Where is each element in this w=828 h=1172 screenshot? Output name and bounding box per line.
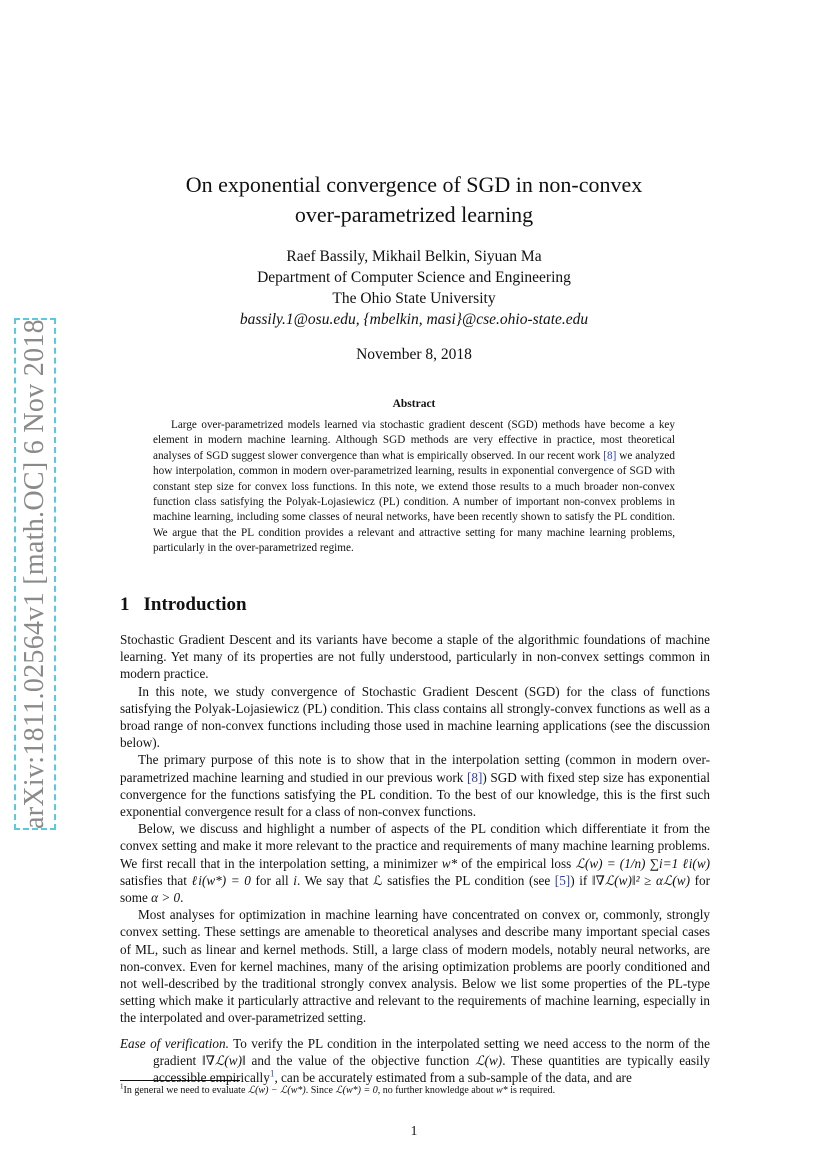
section-number: 1 bbox=[120, 594, 130, 615]
list-item: Ease of verification. To verify the PL condition in the interpolated setting we need access to the norm of the gradient ‖∇ℒ(w)‖ and the value of the objective function ℒ(w). These quantities are typically easily accessible empirically$^1$, can be accurately estimated from a sub-sample of the data, and are bbox=[120, 1035, 710, 1086]
paragraph: The primary purpose of this note is to show that in the interpolation setting (common in modern over-parametrized machine learning and studied in our previous work [8]) SGD with fixed step size has exponential convergence for the functions satisfying the PL condition. To the best of our knowledge, this is the first such exponential convergence result for a class of non-convex functions. bbox=[120, 752, 710, 820]
footnote: $^1$In general we need to evaluate ℒ(w) − ℒ(w*). Since ℒ(w*) = 0, no further knowledge about w* is required. bbox=[120, 1082, 556, 1096]
math-expression: ℒ(w) = (1/n) ∑i=1 ℓi(w) bbox=[575, 855, 711, 871]
math-expression: ‖∇ℒ(w)‖ bbox=[202, 1052, 246, 1068]
paragraph: Most analyses for optimization in machine learning have concentrated on convex or, commonly, strongly convex setting. These settings are amenable to theoretical analyses and describe many important special cases of ML, such as linear and kernel methods. Still, a large class of modern models, notably neural networks, are non-convex. Even for kernel machines, many of the arising optimization problems are poorly conditioned and not well-described by the traditional strongly convex analysis. Below we list some properties of the PL-type setting which make it particularly attractive and relevant to the requirements of machine learning, especially in the interpolated and over-parametrized setting. bbox=[120, 907, 710, 1026]
math-expression: ℒ(w*) = 0 bbox=[335, 1085, 378, 1096]
math-expression: α > 0 bbox=[151, 890, 181, 906]
section-heading bbox=[120, 594, 247, 616]
math-expression: ℒ(w) bbox=[475, 1052, 503, 1068]
section-body bbox=[120, 631, 710, 1086]
footnote-marker[interactable]: 1 bbox=[269, 1068, 275, 1079]
math-expression: ℓi(w*) = 0 bbox=[191, 872, 251, 888]
footnote-mark: 1 bbox=[120, 1082, 124, 1091]
paper-date: November 8, 2018 bbox=[356, 346, 472, 363]
paragraph: Below, we discuss and highlight a number of aspects of the PL condition which differentiate it from the convex setting and make it more relevant to the practice and requirements of many machine learning problems. We first recall that in the interpolation setting, a minimizer w* of the empirical loss ℒ(w) = (1/n) ∑i=1 ℓi(w) satisfies that ℓi(w*) = 0 for all i. We say that ℒ satisfies the PL condition (see [5]) if ‖∇ℒ(w)‖² ≥ αℒ(w) for some α > 0. bbox=[120, 821, 711, 906]
section-title: Introduction bbox=[143, 594, 247, 615]
citation-link[interactable]: [8] bbox=[466, 769, 483, 785]
arxiv-stamp bbox=[14, 318, 56, 830]
title-line-2: over-parametrized learning bbox=[294, 202, 534, 227]
math-expression: ℒ(w) − ℒ(w*) bbox=[247, 1085, 306, 1096]
author-university: The Ohio State University bbox=[332, 290, 496, 307]
math-expression: ‖∇ℒ(w)‖² ≥ αℒ(w) bbox=[591, 872, 690, 888]
math-expression: i bbox=[293, 872, 297, 888]
title-line-1: On exponential convergence of SGD in non-convex bbox=[185, 172, 643, 197]
item-label: Ease of verification. bbox=[120, 1035, 229, 1051]
page-number: 1 bbox=[410, 1123, 418, 1138]
footnote-divider bbox=[120, 1080, 240, 1081]
math-expression: w* bbox=[441, 855, 458, 871]
author-block bbox=[120, 246, 708, 330]
abstract-text: Large over-parametrized models learned via stochastic gradient descent (SGD) methods have become a key element in modern machine learning. Although SGD methods are very effective in practice, most theoretical analyses of SGD suggest slower convergence than what is empirically observed. In our recent work [8] we analyzed how interpolation, common in modern over-parametrized learning, results in exponential convergence of SGD with constant step size for convex loss functions. In this note, we extend those results to a much broader non-convex function class satisfying the Polyak-Lojasiewicz (PL) condition. A number of important non-convex problems in machine learning, including some classes of neural networks, have been recently shown to satisfy the PL condition. We argue that the PL condition provides a relevant and attractive setting for many machine learning problems, particularly in the over-parametrized regime. bbox=[153, 419, 675, 555]
paragraph: Stochastic Gradient Descent and its variants have become a staple of the algorithmic foundations of machine learning. Yet many of its properties are not fully understood, particularly in non-convex settings common in modern practice. bbox=[120, 632, 710, 682]
math-expression: w* bbox=[496, 1085, 508, 1096]
paragraph: In this note, we study convergence of Stochastic Gradient Descent (SGD) for the class of functions satisfying the Polyak-Lojasiewicz (PL) condition. This class contains all strongly-convex functions as well as a broad range of non-convex functions including those used in machine learning applications (see the discussion below). bbox=[120, 683, 710, 751]
author-names: Raef Bassily, Mikhail Belkin, Siyuan Ma bbox=[286, 248, 542, 265]
arxiv-identifier: arXiv:1811.02564v1 [math.OC] 6 Nov 2018 bbox=[19, 319, 50, 829]
author-department: Department of Computer Science and Engineering bbox=[257, 269, 571, 286]
citation-link[interactable]: [8] bbox=[603, 449, 617, 462]
paper-title bbox=[120, 170, 708, 230]
abstract-heading: Abstract bbox=[392, 398, 436, 410]
author-emails: bassily.1@osu.edu, {mbelkin, masi}@cse.ohio-state.edu bbox=[239, 311, 589, 328]
citation-link[interactable]: [5] bbox=[554, 872, 571, 888]
